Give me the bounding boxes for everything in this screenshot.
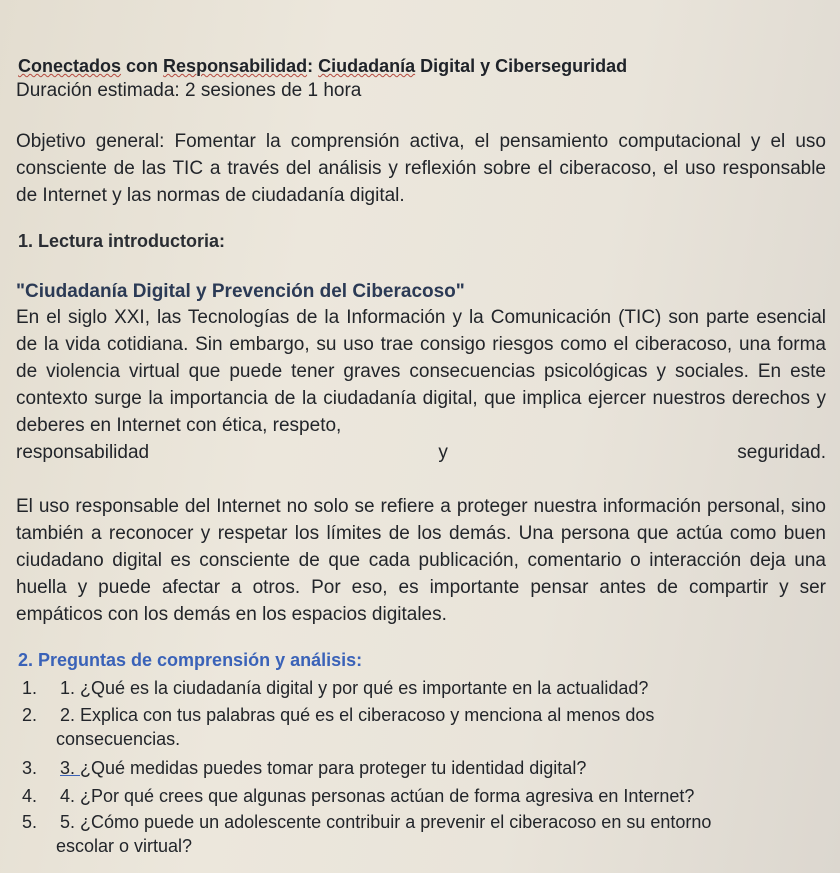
paragraph-1-last-line [16,439,826,466]
question-text: 1. ¿Qué es la ciudadanía digital y por qué es importante en la actualidad? [60,678,649,698]
question-item [16,756,826,780]
title-colon: : [307,56,319,76]
section-heading-questions: 2. Preguntas de comprensión y análisis: [18,650,363,670]
question-text: Qué medidas puedes tomar para proteger tu identidad digital? [91,758,587,778]
question-text: 4. ¿Por qué crees que algunas personas actúan de forma agresiva en Internet? [60,786,695,806]
question-number: 4. [22,786,38,806]
question-item [16,676,826,700]
objective-paragraph: Objetivo general: Fomentar la comprensión activa, el pensamiento computacional y el uso consciente de las TIC a través del análisis y reflexión sobre el ciberacoso, el uso responsable de Internet y las normas de ciudadanía digital. [16,131,826,206]
word-seguridad: seguridad. [737,442,826,463]
title-word-ciudadania: Ciudadanía [318,56,416,76]
reading-title: "Ciudadanía Digital y Prevención del Ciberacoso" [16,281,465,302]
duration-text: Duración estimada: 2 sesiones de 1 hora [16,80,362,101]
word-responsabilidad: responsabilidad [16,442,150,463]
reading-paragraph-2: El uso responsable del Internet no solo se refiere a proteger nuestra información personal, sino también a reconocer y respetar los límites de los demás. Una persona que actúa como buen ciudadano digital es consciente de que cada publicación, comentario o interacción deja una huella y puede afectar a otros. Por eso, es importante pensar antes de compartir y ser empáticos con los demás en los espacios digitales. [16,496,826,625]
word-y: y [438,442,448,463]
question-prefix: 3. ¿ [60,758,92,778]
title-word-con: con [121,56,164,76]
title-word-conectados: Conectados [18,56,122,76]
question-number: 1. [22,678,38,698]
question-item [16,703,826,751]
question-number: 2. [22,705,38,725]
question-number: 3. [22,758,38,778]
document-title [18,56,627,77]
title-word-responsabilidad: Responsabilidad [163,56,308,76]
question-text: 2. Explica con tus palabras qué es el ciberacoso y menciona al menos dos [60,705,655,725]
question-text-continuation: consecuencias. [56,729,181,749]
question-item [16,784,826,808]
question-text-continuation: escolar o virtual? [56,836,193,856]
reading-paragraph-1 [16,304,826,466]
question-item [16,810,826,858]
paragraph-1-body: En el siglo XXI, las Tecnologías de la Información y la Comunicación (TIC) son parte esencial de la vida cotidiana. Sin embargo, su uso trae consigo riesgos como el ciberacoso, una forma de violencia virtual que puede tener graves consecuencias psicológicas y sociales. En este contexto surge la importancia de la ciudadanía digital, que implica ejercer nuestros derechos y deberes en Internet con ética, respeto, [16,307,826,436]
section-heading-reading: 1. Lectura introductoria: [18,231,226,251]
question-text: 5. ¿Cómo puede un adolescente contribuir a prevenir el ciberacoso en su entorno [60,812,712,832]
question-number: 5. [22,812,38,832]
title-rest: Digital y Ciberseguridad [415,56,628,76]
